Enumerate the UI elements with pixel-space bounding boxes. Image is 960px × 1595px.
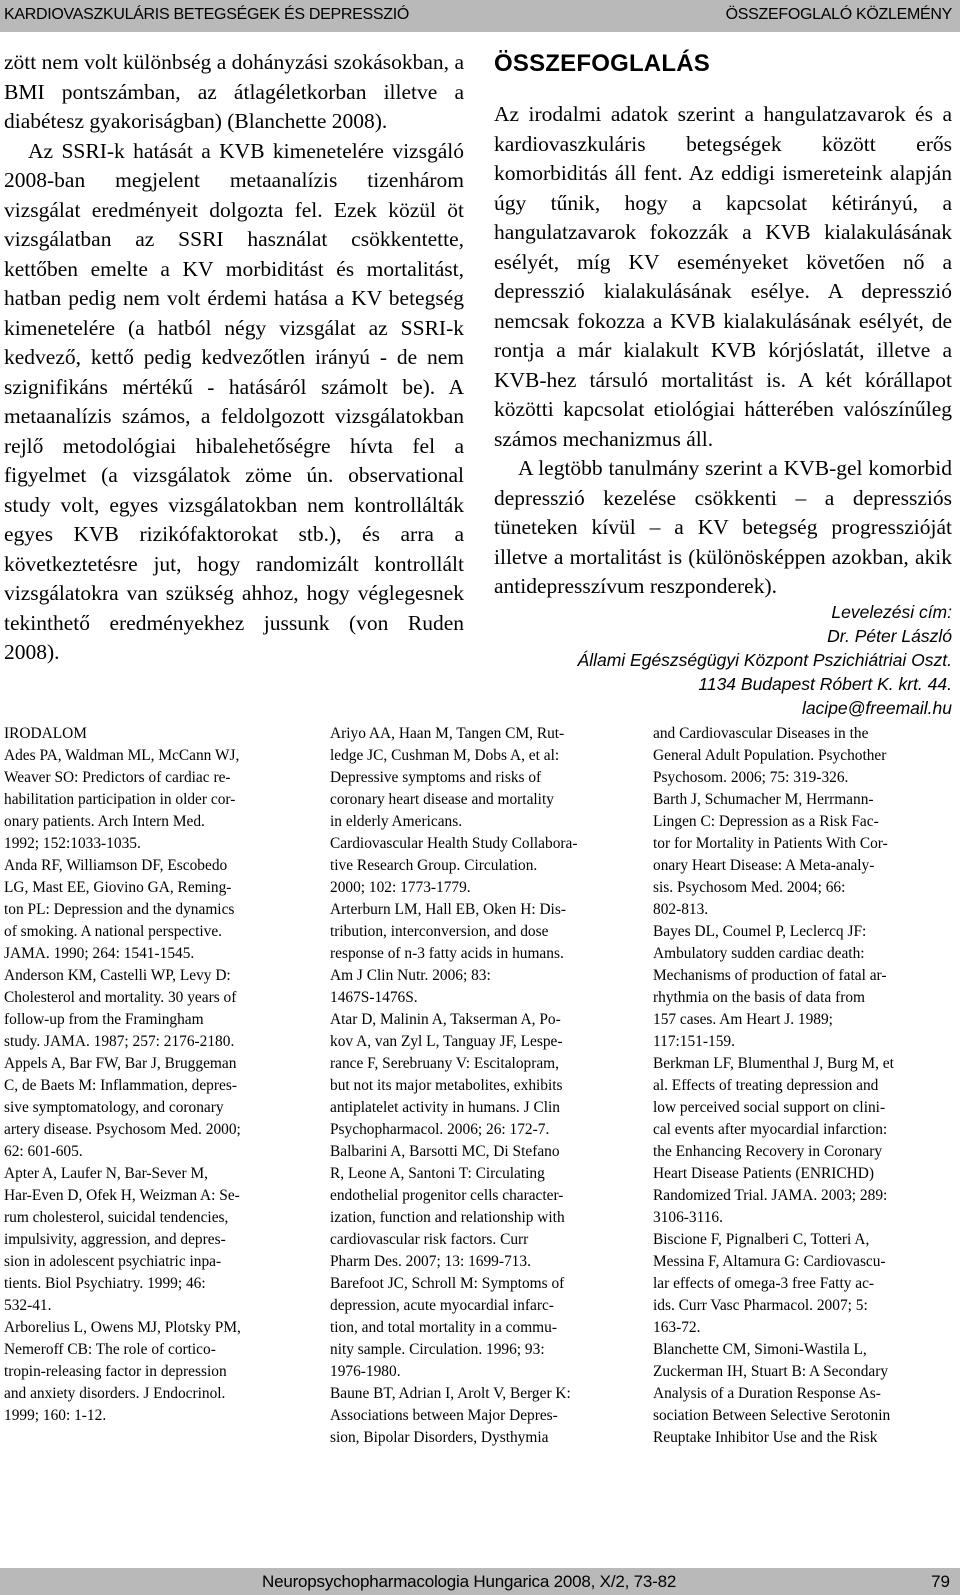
- reference-line: Pharm Des. 2007; 13: 1699-713.: [330, 1253, 531, 1270]
- correspondence-address: 1134 Budapest Róbert K. krt. 44.: [698, 674, 952, 694]
- reference-line: Har-Even D, Ofek H, Weizman A: Se-: [4, 1187, 240, 1204]
- reference-line: Psychosom. 2006; 75: 319-326.: [653, 769, 849, 786]
- reference-line: Atar D, Malinin A, Takserman A, Po-: [330, 1011, 561, 1028]
- reference-line: coronary heart disease and mortality: [330, 791, 554, 808]
- reference-line: 532-41.: [4, 1297, 52, 1314]
- reference-entry: [653, 789, 958, 921]
- reference-line: Reuptake Inhibitor Use and the Risk: [653, 1429, 878, 1446]
- reference-line: 62: 601-605.: [4, 1143, 83, 1160]
- reference-line: lar effects of omega-3 free Fatty ac-: [653, 1275, 875, 1292]
- summary-paragraph: Az irodalmi adatok szerint a hangulatzavarok és a kardiovaszkuláris betegségek között erős komorbiditás áll fent. Az eddigi ismereteink alapján úgy tűnik, hogy a kapcsolat kétirányú, a hangulatzavarok fokozzák a KVB kialakulásának esélyét, míg KV eseményeket követően nő a depresszió kialakulásának esélye. A depresszió nemcsak fokozza a KVB kialakulásának esélyét, de rontja a már kialakult KVB kórjóslatát, illetve a KVB-hez társuló mortalitást is. A két kórállapot közötti kapcsolat etiológiai hátterében valószínűleg számos mechanizmus áll.: [494, 102, 952, 451]
- reference-line: Arterburn LM, Hall EB, Oken H: Dis-: [330, 901, 566, 918]
- reference-line: Blanchette CM, Simoni-Wastila L,: [653, 1341, 867, 1358]
- reference-line: but not its major metabolites, exhibits: [330, 1077, 563, 1094]
- reference-entry: [330, 1009, 642, 1141]
- reference-entry: [4, 1053, 316, 1163]
- reference-line: tropin-releasing factor in depression: [4, 1363, 227, 1380]
- reference-entry: [330, 1141, 642, 1273]
- reference-line: Ariyo AA, Haan M, Tangen CM, Rut-: [330, 725, 565, 742]
- reference-line: depression, acute myocardial infarc-: [330, 1297, 554, 1314]
- reference-entry: [653, 921, 958, 1053]
- reference-line: Messina F, Altamura G: Cardiovascu-: [653, 1253, 886, 1270]
- body-paragraph: zött nem volt különbség a dohányzási szokásokban, a BMI pontszámban, az átlagéletkorban illetve a diabétesz gyakoriságban) (Blanchette 2008).: [4, 50, 464, 133]
- references-heading: IRODALOM: [4, 725, 87, 742]
- reference-line: 2000; 102: 1773-1779.: [330, 879, 471, 896]
- reference-entry: [653, 1053, 958, 1229]
- reference-line: study. JAMA. 1987; 257: 2176-2180.: [4, 1033, 235, 1050]
- reference-line: rum cholesterol, suicidal tendencies,: [4, 1209, 229, 1226]
- reference-entry: [653, 723, 958, 789]
- reference-line: Zuckerman IH, Stuart B: A Secondary: [653, 1363, 889, 1380]
- left-body-column: [4, 48, 464, 668]
- reference-entry: [330, 1383, 642, 1449]
- reference-entry: [330, 899, 642, 1009]
- reference-line: Randomized Trial. JAMA. 2003; 289:: [653, 1187, 888, 1204]
- reference-entry: [4, 1163, 316, 1317]
- reference-line: Nemeroff CB: The role of cortico-: [4, 1341, 216, 1358]
- reference-line: Anda RF, Williamson DF, Escobedo: [4, 857, 228, 874]
- correspondence-label: Levelezési cím:: [831, 602, 952, 622]
- reference-line: ization, function and relationship with: [330, 1209, 565, 1226]
- reference-line: follow-up from the Framingham: [4, 1011, 204, 1028]
- reference-line: Mechanisms of production of fatal ar-: [653, 967, 887, 984]
- summary-paragraph: A legtöbb tanulmány szerint a KVB-gel komorbid depresszió kezelése csökkenti – a depressziós tüneteken kívül – a KV betegség progresszióját illetve a mortalitást is (különösképpen azokban, akik antidepresszívum reszponderek).: [494, 456, 952, 598]
- reference-line: endothelial progenitor cells character-: [330, 1187, 564, 1204]
- reference-entry: [330, 723, 642, 833]
- reference-line: Weaver SO: Predictors of cardiac re-: [4, 769, 231, 786]
- reference-line: nity sample. Circulation. 1996; 93:: [330, 1341, 545, 1358]
- reference-line: 1999; 160: 1-12.: [4, 1407, 107, 1424]
- reference-line: response of n-3 fatty acids in humans.: [330, 945, 564, 962]
- reference-line: Bayes DL, Coumel P, Leclercq JF:: [653, 923, 867, 940]
- reference-line: Heart Disease Patients (ENRICHD): [653, 1165, 874, 1182]
- references-column-3: [653, 723, 958, 1449]
- reference-line: low perceived social support on clini-: [653, 1099, 886, 1116]
- reference-line: sociation Between Selective Serotonin: [653, 1407, 891, 1424]
- reference-line: sion in adolescent psychiatric inpa-: [4, 1253, 222, 1270]
- reference-line: Lingen C: Depression as a Risk Fac-: [653, 813, 879, 830]
- reference-entry: [330, 833, 642, 899]
- reference-line: artery disease. Psychosom Med. 2000;: [4, 1121, 241, 1138]
- reference-entry: [4, 1317, 316, 1427]
- reference-line: 802-813.: [653, 901, 709, 918]
- reference-line: and anxiety disorders. J Endocrinol.: [4, 1385, 226, 1402]
- summary-heading: ÖSSZEFOGLALÁS: [494, 50, 710, 77]
- reference-line: JAMA. 1990; 264: 1541-1545.: [4, 945, 195, 962]
- reference-line: Appels A, Bar FW, Bar J, Bruggeman: [4, 1055, 237, 1072]
- reference-line: Depressive symptoms and risks of: [330, 769, 542, 786]
- reference-line: 1467S-1476S.: [330, 989, 418, 1006]
- footer-journal-citation: Neuropsychopharmacologia Hungarica 2008, X/2, 73-82: [262, 1572, 677, 1591]
- reference-line: Ambulatory sudden cardiac death:: [653, 945, 865, 962]
- reference-line: Biscione F, Pignalberi C, Totteri A,: [653, 1231, 870, 1248]
- reference-line: LG, Mast EE, Giovino GA, Reming-: [4, 879, 232, 896]
- running-header: [0, 0, 960, 32]
- reference-line: 1976-1980.: [330, 1363, 401, 1380]
- header-section-title: KARDIOVASZKULÁRIS BETEGSÉGEK ÉS DEPRESSZIÓ: [4, 6, 409, 23]
- reference-line: tion, and total mortality in a commu-: [330, 1319, 557, 1336]
- reference-line: the Enhancing Recovery in Coronary: [653, 1143, 883, 1160]
- reference-line: ids. Curr Vasc Pharmacol. 2007; 5:: [653, 1297, 868, 1314]
- reference-line: Am J Clin Nutr. 2006; 83:: [330, 967, 491, 984]
- reference-line: 157 cases. Am Heart J. 1989;: [653, 1011, 833, 1028]
- correspondence-institution: Állami Egészségügyi Központ Pszichiátriai Oszt.: [577, 650, 952, 670]
- reference-line: antiplatelet activity in humans. J Clin: [330, 1099, 560, 1116]
- reference-line: Arborelius L, Owens MJ, Plotsky PM,: [4, 1319, 241, 1336]
- reference-line: of smoking. A national perspective.: [4, 923, 222, 940]
- reference-entry: [653, 1229, 958, 1339]
- body-paragraph: Az SSRI-k hatását a KVB kimenetelére vizsgáló 2008-ban megjelent metaanalízis tizenhárom vizsgálat eredményeit dolgozta fel. Ezek közül öt vizsgálatban az SSRI használat csökkentette, kettőben emelte a KV morbiditást és mortalitást, hatban pedig nem volt érdemi hatása a KV betegség kimenetelére (a hatból négy vizsgálat az SSRI-k kedvező, kettő pedig kedvezőtlen irányú - de nem szignifikáns mértékű - hatásáról számolt be). A metaanalízis számos, a feldolgozott vizsgálatokban rejlő metodológiai hibalehetőségre hívta fel a figyelmet (a vizsgálatok zöme ún. observational study volt, egyes vizsgálatokban nem kontrollálták egyes KVB rizikófaktorokat stb.), és arra a következtetésre jut, hogy randomizált kontrollált vizsgálatokra van szükség ahhoz, hogy véglegesnek tekinthető eredményekhez jussunk (von Ruden 2008).: [4, 138, 464, 664]
- reference-line: kov A, van Zyl L, Tanguay JF, Lespe-: [330, 1033, 563, 1050]
- correspondence-block: [392, 600, 952, 720]
- reference-line: sis. Psychosom Med. 2004; 66:: [653, 879, 846, 896]
- reference-line: Balbarini A, Barsotti MC, Di Stefano: [330, 1143, 560, 1160]
- reference-line: onary patients. Arch Intern Med.: [4, 813, 205, 830]
- summary-column: [494, 100, 952, 602]
- reference-line: impulsivity, aggression, and depres-: [4, 1231, 226, 1248]
- reference-line: C, de Baets M: Inflammation, depres-: [4, 1077, 237, 1094]
- reference-entry: [330, 1273, 642, 1383]
- reference-line: 163-72.: [653, 1319, 701, 1336]
- reference-line: Cholesterol and mortality. 30 years of: [4, 989, 237, 1006]
- reference-line: tients. Biol Psychiatry. 1999; 46:: [4, 1275, 206, 1292]
- reference-line: cal events after myocardial infarction:: [653, 1121, 888, 1138]
- reference-line: in elderly Americans.: [330, 813, 463, 830]
- reference-entry: [653, 1339, 958, 1449]
- references-column-1: [4, 723, 316, 1427]
- reference-line: 1992; 152:1033-1035.: [4, 835, 141, 852]
- reference-line: 3106-3116.: [653, 1209, 723, 1226]
- reference-line: tive Research Group. Circulation.: [330, 857, 538, 874]
- reference-line: Analysis of a Duration Response As-: [653, 1385, 881, 1402]
- page-number: 79: [931, 1572, 950, 1591]
- reference-line: Barth J, Schumacher M, Herrmann-: [653, 791, 874, 808]
- correspondence-email: lacipe@freemail.hu: [801, 698, 952, 718]
- reference-line: Cardiovascular Health Study Collabora-: [330, 835, 578, 852]
- reference-line: Psychopharmacol. 2006; 26: 172-7.: [330, 1121, 550, 1138]
- reference-line: cardiovascular risk factors. Curr: [330, 1231, 529, 1248]
- references-column-2: [330, 723, 642, 1449]
- reference-entry: [4, 855, 316, 965]
- header-article-type: ÖSSZEFOGLALÓ KÖZLEMÉNY: [725, 6, 952, 23]
- reference-line: Ades PA, Waldman ML, McCann WJ,: [4, 747, 240, 764]
- reference-line: General Adult Population. Psychother: [653, 747, 887, 764]
- reference-line: tor for Mortality in Patients With Cor-: [653, 835, 888, 852]
- reference-line: Baune BT, Adrian I, Arolt V, Berger K:: [330, 1385, 571, 1402]
- reference-line: ton PL: Depression and the dynamics: [4, 901, 235, 918]
- page-footer: [0, 1568, 960, 1595]
- reference-entry: [4, 965, 316, 1053]
- reference-line: Berkman LF, Blumenthal J, Burg M, et: [653, 1055, 894, 1072]
- reference-line: Barefoot JC, Schroll M: Symptoms of: [330, 1275, 565, 1292]
- reference-line: Associations between Major Depres-: [330, 1407, 558, 1424]
- correspondence-name: Dr. Péter László: [827, 626, 952, 646]
- reference-line: Anderson KM, Castelli WP, Levy D:: [4, 967, 231, 984]
- reference-line: ledge JC, Cushman M, Dobs A, et al:: [330, 747, 560, 764]
- reference-line: 117:151-159.: [653, 1033, 735, 1050]
- reference-line: tribution, interconversion, and dose: [330, 923, 549, 940]
- reference-line: and Cardiovascular Diseases in the: [653, 725, 869, 742]
- reference-entry: [4, 745, 316, 855]
- reference-line: rance F, Serebruany V: Escitalopram,: [330, 1055, 559, 1072]
- reference-line: sion, Bipolar Disorders, Dysthymia: [330, 1429, 549, 1446]
- reference-line: al. Effects of treating depression and: [653, 1077, 879, 1094]
- reference-line: R, Leone A, Santoni T: Circulating: [330, 1165, 545, 1182]
- reference-line: Apter A, Laufer N, Bar-Sever M,: [4, 1165, 208, 1182]
- reference-line: sive symptomatology, and coronary: [4, 1099, 224, 1116]
- reference-line: habilitation participation in older cor-: [4, 791, 236, 808]
- reference-line: rhythmia on the basis of data from: [653, 989, 865, 1006]
- reference-line: onary Heart Disease: A Meta-analy-: [653, 857, 875, 874]
